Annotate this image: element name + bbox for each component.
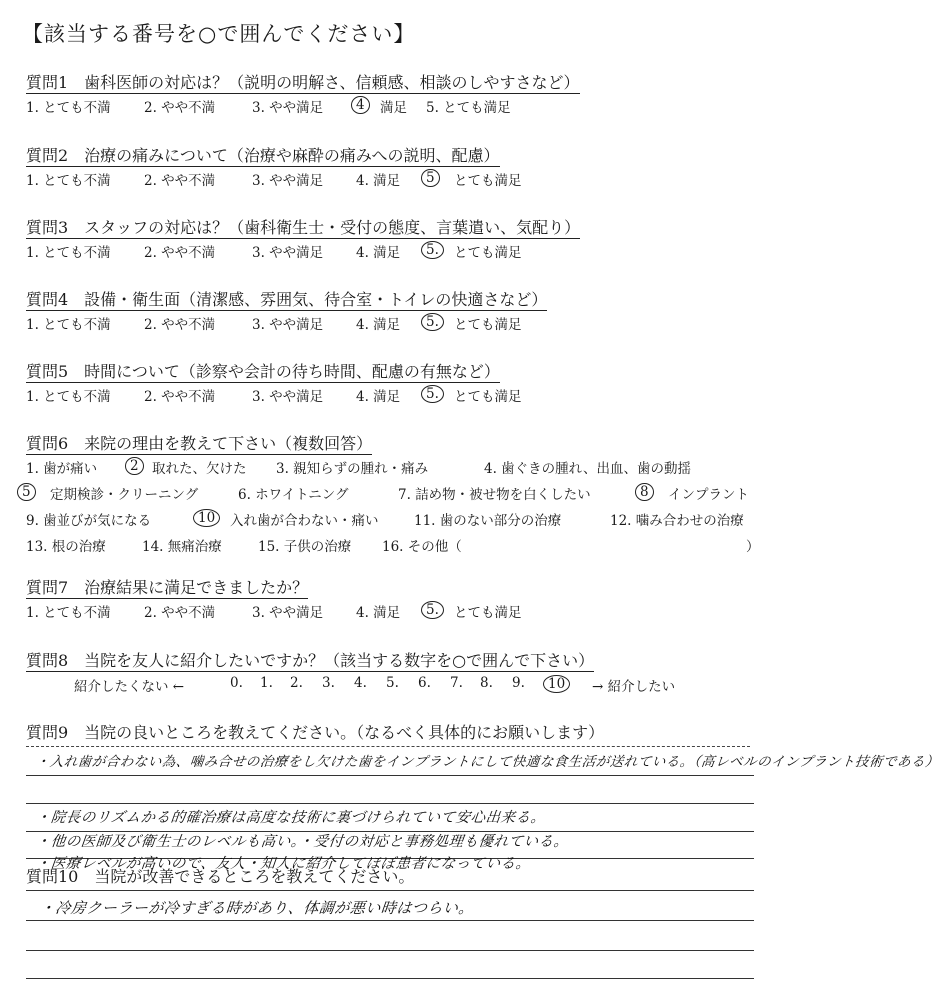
- answer-line: [26, 978, 754, 979]
- q8-scale-8[interactable]: 8.: [480, 675, 493, 691]
- q8-scale-6[interactable]: 6.: [418, 675, 431, 691]
- q3-opt-3[interactable]: 3. やや満足: [252, 245, 324, 261]
- q6-options-line2: [22, 483, 786, 503]
- q8-scale-10-circled[interactable]: 10: [548, 675, 570, 693]
- answer-line: [26, 950, 754, 951]
- q1-opt-4-circled[interactable]: 4: [356, 96, 370, 114]
- q9-label: 質問9 当院の良いところを教えてください。（なるべく具体的にお願いします）: [26, 723, 605, 742]
- q8-scale-right: → 紹介したい: [592, 679, 676, 695]
- q7-opt-4[interactable]: 4. 満足: [356, 605, 401, 621]
- q6-options-line4: [26, 535, 786, 555]
- q9-answer-4: ・医療レベルが高いので、友人・知人に紹介してほぼ患者になっている。: [35, 856, 532, 872]
- q2-opt-3[interactable]: 3. やや満足: [252, 173, 324, 189]
- q8-scale-2[interactable]: 2.: [290, 675, 303, 691]
- q1-opt-4-label: 満足: [380, 100, 407, 116]
- q5-opt-4[interactable]: 4. 満足: [356, 389, 401, 405]
- q8-scale-4[interactable]: 4.: [354, 675, 367, 691]
- q5-options: [26, 385, 766, 405]
- q4-label: 質問4 設備・衛生面（清潔感、雰囲気、待合室・トイレの快適さなど）: [26, 290, 548, 309]
- q4-opt-4[interactable]: 4. 満足: [356, 317, 401, 333]
- q10-answer-1: ・冷房クーラーが冷すぎる時があり、体調が悪い時はつらい。: [39, 899, 475, 917]
- q6-opt-1[interactable]: 1. 歯が痛い: [26, 461, 98, 477]
- q8-label: 質問8 当院を友人に紹介したいですか？（該当する数字を○で囲んで下さい）: [26, 651, 595, 670]
- q5-opt-3[interactable]: 3. やや満足: [252, 389, 324, 405]
- q6-opt-3[interactable]: 3. 親知らずの腫れ・痛み: [276, 461, 429, 477]
- q4-opt-5-circled[interactable]: 5.: [426, 313, 444, 331]
- q6-opt-10-label: 入れ歯が合わない・痛い: [230, 513, 379, 529]
- q6-opt-8-label: インプラント: [668, 487, 749, 503]
- q6-opt-8-circled[interactable]: 8: [640, 483, 654, 501]
- q8-scale-1[interactable]: 1.: [260, 675, 273, 691]
- q6-opt-16-close: ）: [746, 539, 760, 555]
- q6-opt-10-circled[interactable]: 10: [198, 509, 220, 527]
- q5-opt-5-circled[interactable]: 5.: [426, 385, 444, 403]
- q10-label: 質問10 当院が改善できるところを教えてください。: [26, 867, 415, 886]
- q3-options: [26, 241, 766, 261]
- q7-label: 質問7 治療結果に満足できましたか？: [26, 578, 309, 597]
- q4-options: [26, 313, 766, 333]
- q9-answer-1: ・入れ歯が合わない為、噛み合せの治療をし欠けた歯をインプラントにして快適な食生活が送れている。（高レベルのインプラント技術である）: [34, 754, 940, 770]
- q1-options: [26, 96, 766, 116]
- q2-opt-5-circled[interactable]: 5: [426, 169, 440, 187]
- answer-line: [26, 890, 754, 891]
- q3-opt-4[interactable]: 4. 満足: [356, 245, 401, 261]
- q3-opt-1[interactable]: 1. とても不満: [26, 245, 111, 261]
- q3-opt-5-circled[interactable]: 5.: [426, 241, 444, 259]
- q9-separator: [26, 746, 750, 747]
- q6-opt-6[interactable]: 6. ホワイトニング: [238, 487, 349, 503]
- q7-opt-1[interactable]: 1. とても不満: [26, 605, 111, 621]
- q1-opt-3[interactable]: 3. やや満足: [252, 100, 324, 116]
- answer-line: [26, 803, 754, 804]
- q8-scale-7[interactable]: 7.: [450, 675, 463, 691]
- q2-opt-4[interactable]: 4. 満足: [356, 173, 401, 189]
- q6-options-line1: [26, 457, 786, 477]
- q6-opt-11[interactable]: 11. 歯のない部分の治療: [414, 513, 562, 529]
- q4-opt-5-label: とても満足: [454, 317, 522, 333]
- q6-label: 質問6 来院の理由を教えて下さい（複数回答）: [26, 434, 373, 453]
- q8-scale-5[interactable]: 5.: [386, 675, 399, 691]
- q6-opt-15[interactable]: 15. 子供の治療: [258, 539, 352, 555]
- q9-answer-2: ・院長のリズムかる的確治療は高度な技術に裏づけられていて安心出来る。: [35, 810, 547, 826]
- q5-opt-5-label: とても満足: [454, 389, 522, 405]
- q4-opt-2[interactable]: 2. やや不満: [144, 317, 216, 333]
- q2-options: [26, 169, 766, 189]
- q7-opt-3[interactable]: 3. やや満足: [252, 605, 324, 621]
- q5-opt-1[interactable]: 1. とても不満: [26, 389, 111, 405]
- q6-opt-14[interactable]: 14. 無痛治療: [142, 539, 222, 555]
- q7-opt-2[interactable]: 2. やや不満: [144, 605, 216, 621]
- q7-opt-5-circled[interactable]: 5.: [426, 601, 444, 619]
- q6-opt-2-label: 取れた、欠けた: [152, 461, 247, 477]
- q4-opt-1[interactable]: 1. とても不満: [26, 317, 111, 333]
- q3-label: 質問3 スタッフの対応は？（歯科衛生士・受付の態度、言葉遣い、気配り）: [26, 218, 581, 237]
- q5-opt-2[interactable]: 2. やや不満: [144, 389, 216, 405]
- q4-opt-3[interactable]: 3. やや満足: [252, 317, 324, 333]
- q1-label: 質問1 歯科医師の対応は？（説明の明解さ、信頼感、相談のしやすさなど）: [26, 73, 580, 92]
- page-title: 【該当する番号を○で囲んでください】: [22, 22, 416, 46]
- q6-opt-13[interactable]: 13. 根の治療: [26, 539, 106, 555]
- q2-label: 質問2 治療の痛みについて（治療や麻酔の痛みへの説明、配慮）: [26, 146, 500, 165]
- q6-opt-5-label: 定期検診・クリーニング: [50, 487, 199, 503]
- q9-answer-3: ・他の医師及び衛生士のレベルも高い。・受付の対応と事務処理も優れている。: [35, 834, 570, 850]
- q6-opt-4[interactable]: 4. 歯ぐきの腫れ、出血、歯の動揺: [484, 461, 691, 477]
- q1-opt-2[interactable]: 2. やや不満: [144, 100, 216, 116]
- q6-opt-16[interactable]: 16. その他（: [382, 539, 462, 555]
- q6-opt-12[interactable]: 12. 噛み合わせの治療: [610, 513, 744, 529]
- q1-opt-1[interactable]: 1. とても不満: [26, 100, 111, 116]
- answer-line: [26, 775, 754, 776]
- q1-opt-5[interactable]: 5. とても満足: [426, 100, 511, 116]
- q8-scale-3[interactable]: 3.: [322, 675, 335, 691]
- q3-opt-2[interactable]: 2. やや不満: [144, 245, 216, 261]
- q2-opt-2[interactable]: 2. やや不満: [144, 173, 216, 189]
- answer-line: [26, 920, 754, 921]
- q3-opt-5-label: とても満足: [454, 245, 522, 261]
- q6-opt-5-circled[interactable]: 5: [22, 483, 36, 501]
- q6-opt-7[interactable]: 7. 詰め物・被せ物を白くしたい: [398, 487, 591, 503]
- q5-label: 質問5 時間について（診察や会計の待ち時間、配慮の有無など）: [26, 362, 500, 381]
- q8-scale-left: 紹介したくない ←: [74, 679, 185, 695]
- q7-opt-5-label: とても満足: [454, 605, 522, 621]
- q8-scale: [74, 675, 754, 695]
- q8-scale-0[interactable]: 0.: [230, 675, 243, 691]
- q2-opt-5-label: とても満足: [454, 173, 522, 189]
- q2-opt-1[interactable]: 1. とても不満: [26, 173, 111, 189]
- q8-scale-9[interactable]: 9.: [512, 675, 525, 691]
- q6-opt-2-circled[interactable]: 2: [130, 457, 144, 475]
- q6-options-line3: [26, 509, 786, 529]
- q6-opt-9[interactable]: 9. 歯並びが気になる: [26, 513, 152, 529]
- q7-options: [26, 601, 766, 621]
